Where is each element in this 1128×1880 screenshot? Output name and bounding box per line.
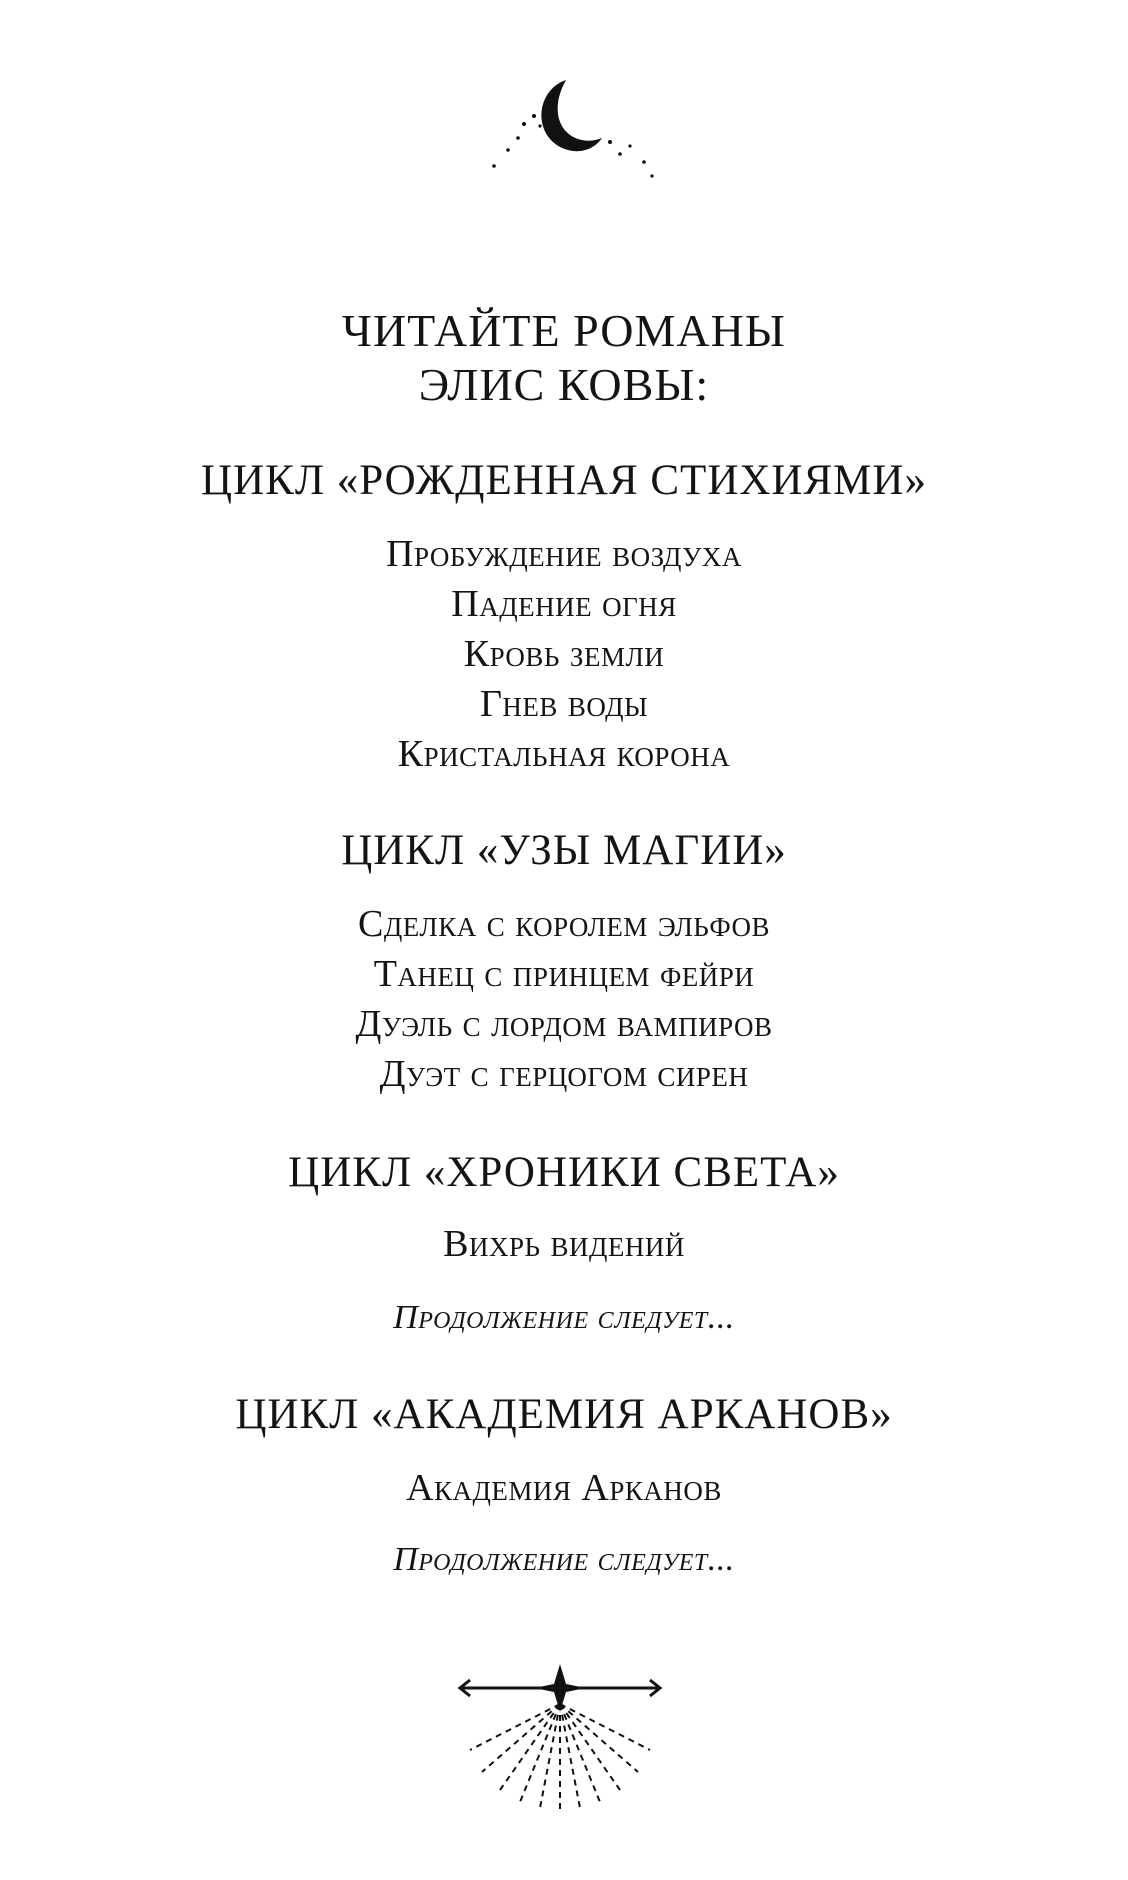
series-title-arcana-academy: ЦИКЛ «АКАДЕМИЯ АРКАНОВ» bbox=[235, 1391, 893, 1438]
book-title: Академия Арканов bbox=[406, 1467, 722, 1509]
series-title-born-of-elements: ЦИКЛ «РОЖДЕННАЯ СТИХИЯМИ» bbox=[201, 457, 927, 504]
book-title: Дуэль с лордом вампиров bbox=[355, 1003, 773, 1045]
book-title: Танец с принцем фейри bbox=[373, 953, 755, 995]
book-title: Вихрь видений bbox=[443, 1223, 685, 1265]
page-heading-line1: ЧИТАЙТЕ РОМАНЫ bbox=[342, 305, 786, 356]
book-title: Падение огня bbox=[451, 583, 677, 625]
series-title-chronicles-of-light: ЦИКЛ «ХРОНИКИ СВЕТА» bbox=[288, 1149, 840, 1196]
continuation-note: Продолжение следует... bbox=[393, 1299, 735, 1336]
book-title: Дуэт с герцогом сирен bbox=[379, 1053, 749, 1095]
book-title: Гнев воды bbox=[479, 683, 649, 725]
book-title: Пробуждение воздуха bbox=[386, 533, 742, 575]
book-title: Кровь земли bbox=[463, 633, 665, 675]
book-title: Сделка с королем эльфов bbox=[358, 903, 770, 945]
page-heading-line2: ЭЛИС КОВЫ: bbox=[418, 359, 710, 410]
book-title: Кристальная корона bbox=[397, 733, 731, 775]
series-title-bonds-of-magic: ЦИКЛ «УЗЫ МАГИИ» bbox=[341, 827, 787, 874]
continuation-note: Продолжение следует... bbox=[393, 1541, 735, 1578]
crescent-moon-icon bbox=[474, 72, 664, 192]
star-rays-ornament-icon bbox=[450, 1660, 670, 1820]
